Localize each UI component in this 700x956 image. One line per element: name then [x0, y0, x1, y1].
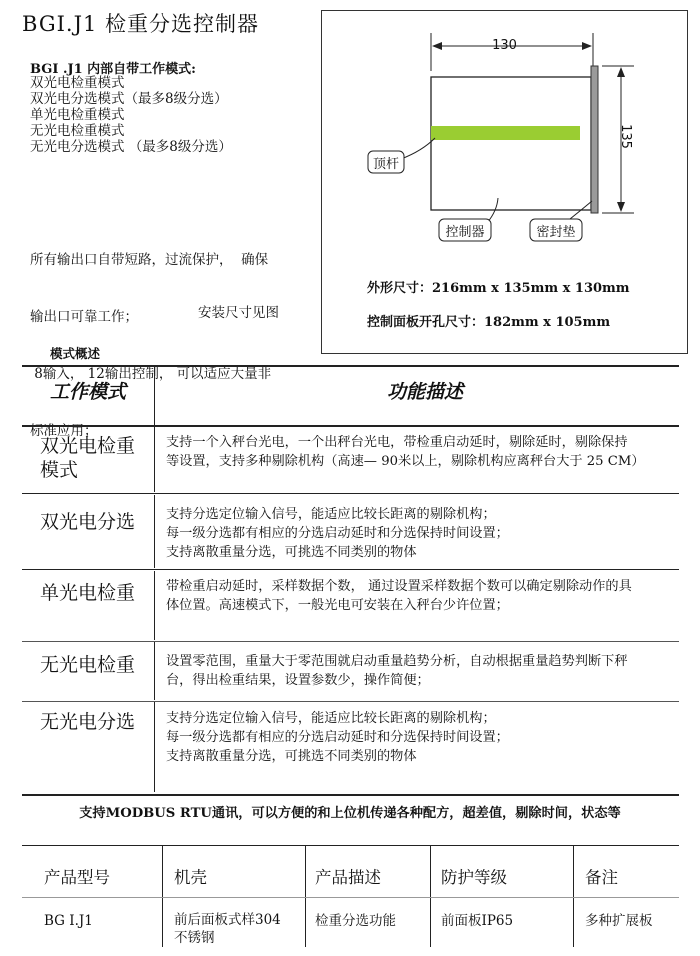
mode-list-item: 双光电分选模式（最多8级分选） — [30, 91, 228, 107]
note-line: 标准应用； — [30, 423, 98, 439]
cell-case — [174, 911, 281, 947]
description-line: 支持一个入秤台光电，一个出秤台光电，带检重启动延时，剔除延时，剔除保持 — [166, 435, 628, 450]
case-line: 不锈钢 — [174, 930, 215, 946]
header-model: 产品型号 — [44, 868, 110, 887]
mode-list-item: 无光电分选模式 （最多8级分选） — [30, 139, 232, 155]
note-line: 8输入， 12输出控制， 可以适应大量非 — [30, 366, 272, 382]
description-line: 支持离散重量分选，可挑选不同类别的物体 — [166, 545, 417, 560]
description-line: 支持分选定位输入信号，能适应比较长距离的剔除机构； — [166, 711, 496, 726]
mode-name: 双光电分选 — [40, 511, 136, 533]
height-dimension-label: 135 — [617, 124, 633, 149]
note-line: 所有输出口自带短路，过流保护， 确保 — [30, 252, 269, 268]
mode-description — [166, 709, 691, 766]
cell-model: BG I.J1 — [44, 913, 93, 929]
mode-description — [166, 433, 691, 471]
mode-list-item: 无光电检重模式 — [30, 123, 125, 139]
page-title: BGI.J1 检重分选控制器 — [22, 12, 260, 36]
header-protection: 防护等级 — [441, 868, 507, 887]
mode-description — [166, 577, 691, 615]
header-remark: 备注 — [585, 868, 618, 887]
modes-list — [30, 75, 232, 155]
mode-name-cont: 模式 — [40, 459, 79, 481]
table-row — [40, 510, 135, 534]
controller-callout: 控制器 — [445, 225, 485, 240]
mode-list-item: 单光电检重模式 — [30, 107, 125, 123]
description-line: 每一级分选都有相应的分选启动延时和分选保持时间设置； — [166, 730, 509, 745]
mode-description — [166, 652, 691, 690]
description-line: 等设置，支持多种剔除机构（高速— 90米以上，剔除机构应离秤台大于 25 CM） — [166, 454, 645, 469]
description-line: 台，得出检重结果，设置参数少，操作简便； — [166, 673, 430, 688]
modbus-note: 支持MODBUS RTU通讯，可以方便的和上位机传递各种配方，超差值，剔除时间，状态等 — [79, 806, 621, 821]
width-dimension-label: 130 — [492, 38, 517, 53]
cell-remark: 多种扩展板 — [585, 913, 653, 929]
description-line: 体位置。高速模式下，一般光电可安装在入秤台少许位置； — [166, 598, 509, 613]
header-mode: 工作模式 — [50, 381, 127, 403]
mode-list-item: 双光电检重模式 — [30, 75, 125, 91]
section-label: 模式概述 — [50, 346, 101, 361]
table-row — [40, 434, 135, 482]
mode-name: 双光电检重 — [40, 435, 136, 457]
description-line: 支持分选定位输入信号，能适应比较长距离的剔除机构； — [166, 507, 496, 522]
mode-description — [166, 505, 691, 562]
mode-name: 无光电检重 — [40, 654, 136, 676]
rod-bar — [431, 126, 580, 140]
modes-heading: BGI .J1 内部自带工作模式: — [30, 62, 196, 77]
header-description: 功能描述 — [387, 381, 464, 403]
install-reference: 安装尺寸见图 — [198, 305, 279, 321]
description-line: 每一级分选都有相应的分选启动延时和分选保持时间设置； — [166, 526, 509, 541]
description-line: 带检重启动延时，采样数据个数， 通过设置采样数据个数可以确定剔除动作的具 — [166, 579, 632, 594]
outer-dimensions: 外形尺寸：216mm x 135mm x 130mm — [367, 281, 630, 296]
seal-callout: 密封垫 — [536, 225, 576, 240]
table-row — [40, 581, 135, 605]
feature-notes — [30, 213, 271, 460]
mode-name: 单光电检重 — [40, 582, 136, 604]
header-description: 产品描述 — [315, 868, 381, 887]
cell-description: 检重分选功能 — [315, 913, 396, 929]
diagram-drawing — [322, 11, 687, 353]
note-line: 输出口可靠工作； — [30, 309, 138, 325]
dimension-diagram — [321, 10, 688, 354]
header-case: 机壳 — [174, 868, 207, 887]
table-row — [40, 710, 135, 734]
case-line: 前后面板式样304 — [174, 912, 281, 928]
cell-protection: 前面板IP65 — [441, 913, 514, 929]
table-row — [40, 653, 135, 677]
rod-callout: 顶杆 — [372, 157, 399, 172]
cutout-dimensions: 控制面板开孔尺寸：182mm x 105mm — [367, 315, 611, 330]
description-line: 支持离散重量分选，可挑选不同类别的物体 — [166, 749, 417, 764]
description-line: 设置零范围，重量大于零范围就启动重量趋势分析，自动根据重量趋势判断下秤 — [166, 654, 628, 669]
mode-name: 无光电分选 — [40, 711, 136, 733]
